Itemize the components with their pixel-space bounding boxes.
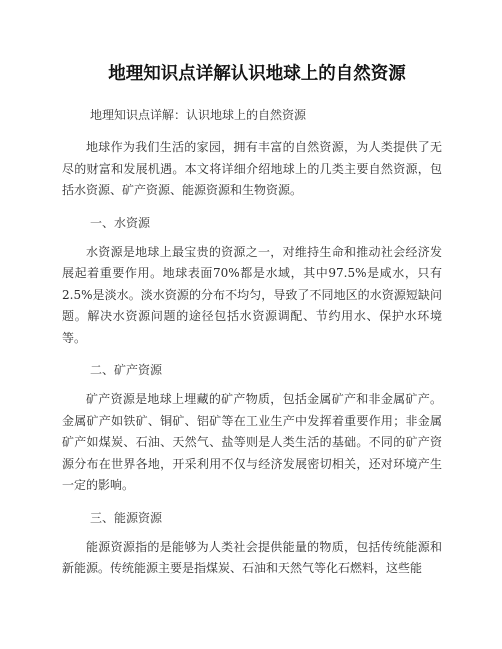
section-paragraph: 水资源是地球上最宝贵的资源之一，对维持生命和推动社会经济发展起着重要作用。地球表面70%都是水域，其中97.5%是咸水，只有2.5%是淡水。淡水资源的分布不均匀，导致了不同地区的水资源短缺问题。解决水资源问题的途径包括水资源调配、节约用水、保护水环境等。 [62,244,442,345]
section-minerals [62,361,482,497]
section-paragraph: 矿产资源是地球上埋藏的矿产物质，包括金属矿产和非金属矿产。金属矿产如铁矿、铜矿、铝矿等在工业生产中发挥着重要作用；非金属矿产如煤炭、石油、天然气、盐等则是人类生活的基础。不同的矿产资源分布在世界各地，开采利用不仅与经济发展密切相关，还对环境产生一定的影响。 [62,392,442,492]
section-energy [62,509,482,580]
document-title: 地理知识点详解认识地球上的自然资源 [108,64,406,84]
section-heading: 二、矿产资源 [90,363,163,377]
section-paragraph: 能源资源指的是能够为人类社会提供能量的物质，包括传统能源和新能源。传统能源主要是指煤炭、石油和天然气等化石燃料，这些能 [62,539,442,575]
section-water [62,214,482,350]
section-heading: 一、水资源 [90,215,151,230]
section-heading: 三、能源资源 [90,510,163,525]
document-subtitle: 地理知识点详解：认识地球上的自然资源 [90,108,307,122]
intro-paragraph: 地球作为我们生活的家园，拥有丰富的自然资源，为人类提供了无尽的财富和发展机遇。本文将详细介绍地球上的几类主要自然资源，包括水资源、矿产资源、能源资源和生物资源。 [62,140,442,197]
